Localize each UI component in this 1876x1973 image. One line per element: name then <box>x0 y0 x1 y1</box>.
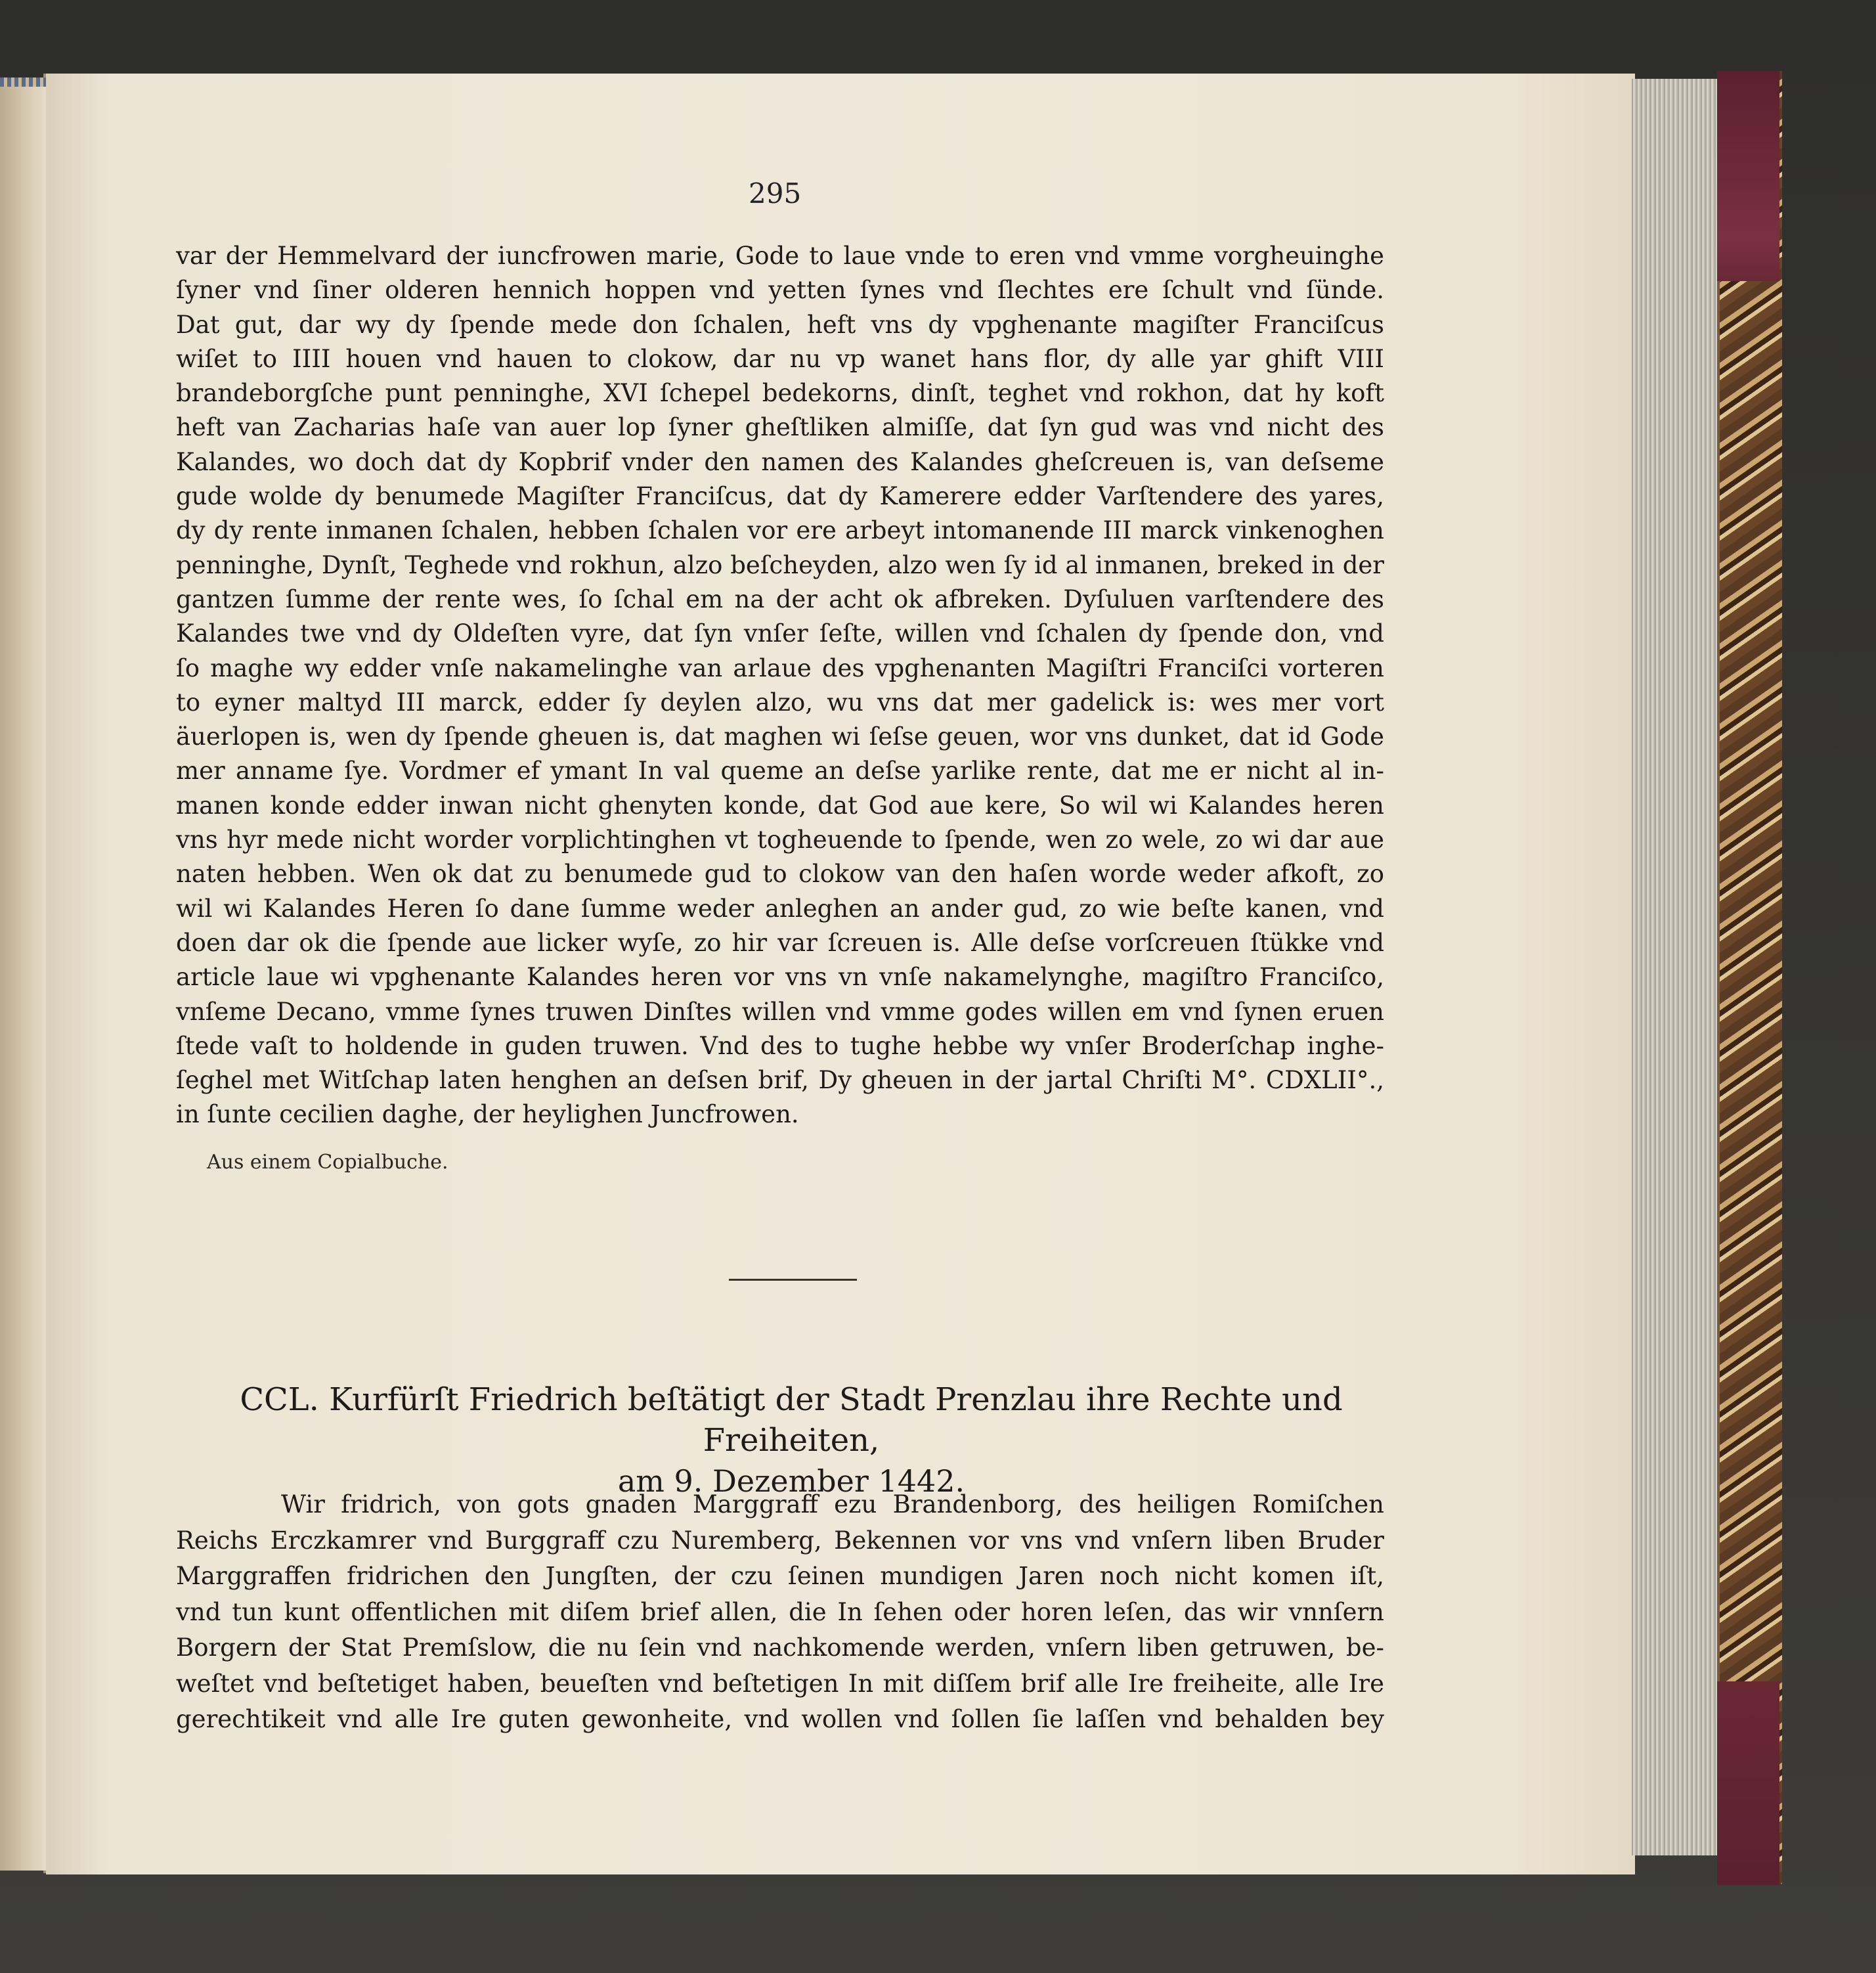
text-line: ſyner vnd ſiner olderen hennich hoppen vnd yetten ſynes vnd ſlechtes ere ſchult vnd ſünde. <box>176 276 1384 305</box>
text-line: Wir fridrich, von gots gnaden Marggraff ezu Brandenborg, des heiligen Romiſchen <box>281 1490 1384 1519</box>
cover-corner-top <box>1717 71 1779 281</box>
text-line: Kalandes, wo doch dat dy Kopbrif vnder den namen des Kalandes gheſcreuen is, van deſseme <box>176 447 1384 476</box>
text-line: Borgern der Stat Premſslow, die nu ſein vnd nachkomende werden, vnſern liben getruwen, be- <box>176 1633 1384 1662</box>
text-line: gerechtikeit vnd alle Ire guten gewonheite, vnd wollen vnd ſollen ſie laſſen vnd behalden bey <box>176 1705 1384 1733</box>
left-page-top-edge <box>0 78 47 87</box>
page-block-edges <box>1632 79 1720 1855</box>
text-line: Reichs Erczkamrer vnd Burggraff czu Nuremberg, Bekennen vor vns vnd vnſern liben Bruder <box>176 1526 1384 1555</box>
text-line: dy dy rente inmanen ſchalen, hebben ſchalen vor ere arbeyt intomanende III marck vinkenoghen <box>176 516 1384 545</box>
text-line: article laue wi vpghenante Kalandes heren vor vns vn vnſe nakamelynghe, magiſtro Franciſco, <box>176 963 1384 992</box>
text-line: doen dar ok die ſpende aue licker wyſe, zo hir var ſcreuen is. Alle deſse vorſcreuen ſtükke vnd <box>176 928 1384 957</box>
text-line: mer anname ſye. Vordmer ef ymant In val queme an deſse yarlike rente, dat me er nicht al in- <box>176 757 1384 786</box>
text-line: to eyner maltyd III marck, edder ſy deylen alzo, wu vns dat mer gadelick is: wes mer vort <box>176 688 1384 717</box>
text-line: Marggraffen fridrichen den Jungſten, der czu ſeinen mundigen Jaren noch nicht komen iſt, <box>176 1562 1384 1590</box>
text-line: vnſeme Decano, vmme ſynes truwen Dinſtes willen vnd vmme godes willen em vnd ſynen eruen <box>176 997 1384 1026</box>
heading-date: am 9. Dezember 1442. <box>617 1463 965 1499</box>
text-line: in ſunte cecilien daghe, der heylighen Juncfrowen. <box>176 1100 799 1129</box>
text-line: gantzen ſumme der rente wes, ſo ſchal em na der acht ok afbreken. Dyſuluen varſtendere des <box>176 585 1384 613</box>
text-line: äuerlopen is, wen dy ſpende gheuen is, dat maghen wi ſeſse geuen, wor vns dunket, dat id Gode <box>176 722 1384 751</box>
text-line: Dat gut, dar wy dy ſpende mede don ſchalen, heft vns dy vpghenante magiſter Franciſcus <box>176 310 1384 339</box>
text-line: brandeborgſche punt penninghe, XVI ſchepel bedekorns, dinſt, teghet vnd rokhon, dat hy koft <box>176 379 1384 408</box>
text-line: Kalandes twe vnd dy Oldeſten vyre, dat ſyn vnſer ſeſte, willen vnd ſchalen dy ſpende don, vnd <box>176 619 1384 648</box>
text-line: wiſet to IIII houen vnd hauen to clokow, dar nu vp wanet hans flor, dy alle yar ghift VIII <box>176 344 1384 373</box>
page-number: 295 <box>749 177 802 210</box>
left-page-edge <box>0 78 49 1871</box>
text-line: weſtet vnd beſtetiget haben, beueſten vnd beſtetigen In mit diſſem brif alle Ire freiheite, alle Ire <box>176 1669 1384 1698</box>
marbled-cover <box>1717 71 1782 1884</box>
paragraph-2 <box>176 1487 1384 1738</box>
text-line: vns hyr mede nicht worder vorplichtinghen vt togheuende to ſpende, wen zo wele, zo wi dar aue <box>176 826 1384 854</box>
source-note: Aus einem Copialbuche. <box>207 1151 448 1174</box>
cover-corner-bottom <box>1717 1681 1779 1885</box>
document-heading <box>197 1379 1385 1501</box>
text-line: naten hebben. Wen ok dat zu benumede gud to clokow van den haſen worde weder afkoft, zo <box>176 860 1384 889</box>
text-line: manen konde edder inwan nicht ghenyten konde, dat God aue kere, So wil wi Kalandes heren <box>176 791 1384 820</box>
text-line: ſo maghe wy edder vnſe nakamelinghe van arlaue des vpghenanten Magiſtri Franciſci vorteren <box>176 654 1384 682</box>
heading-title: CCL. Kurfürſt Friedrich beſtätigt der Stadt Prenzlau ihre Rechte und Freiheiten, <box>240 1381 1343 1459</box>
text-line: ſtede vaſt to holdende in guden truwen. Vnd des to tughe hebbe wy vnſer Broderſchap inghe- <box>176 1031 1384 1060</box>
text-line: vnd tun kunt offentlichen mit diſem brief allen, die In ſehen oder horen leſen, das wir vnnſern <box>176 1597 1384 1626</box>
text-line: gude wolde dy benumede Magiſter Franciſcus, dat dy Kamerere edder Varſtendere des yares, <box>176 482 1384 511</box>
text-line: var der Hemmelvard der iuncfrowen marie, Gode to laue vnde to eren vnd vmme vorgheuinghe <box>176 242 1384 270</box>
text-line: penninghe, Dynſt, Teghede vnd rokhun, alzo beſcheyden, alzo wen ſy id al inmanen, breked in der <box>176 550 1384 579</box>
text-line: heft van Zacharias haſe van auer lop ſyner gheſtliken almiſſe, dat ſyn gud was vnd nicht des <box>176 413 1384 442</box>
section-divider <box>729 1279 857 1281</box>
text-line: ſeghel met Witſchap laten henghen an deſsen brif, Dy gheuen in der jartal Chriſti M°. CDXLII°., <box>176 1066 1384 1095</box>
paragraph-1 <box>176 239 1384 1132</box>
text-line: wil wi Kalandes Heren ſo dane ſumme weder anleghen an ander gud, zo wie beſte kanen, vnd <box>176 894 1384 923</box>
